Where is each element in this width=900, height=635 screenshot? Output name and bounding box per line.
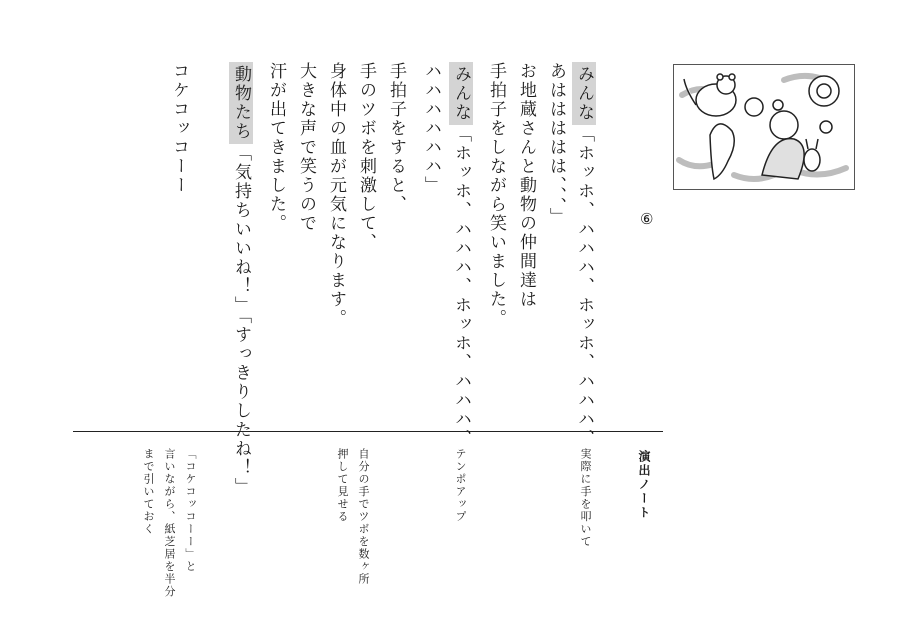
note-4-line-2: 言いながら、紙芝居を半分 <box>163 448 176 598</box>
speaker-label: みんな <box>449 62 473 125</box>
text-column-7: 手拍子をすると、 <box>386 62 406 214</box>
dialogue-text: 「ホッホ、ハハハ、ホッホ、ハハハ、 <box>451 125 471 448</box>
speaker-label: 動物たち <box>229 62 253 144</box>
page-number: ⑥ <box>640 210 654 228</box>
text-column-10: 大きな声で笑うので <box>296 62 316 233</box>
note-3-line-1: 自分の手でツボを数ヶ所 <box>357 448 370 586</box>
text-column-3: お地蔵さんと動物の仲間達は <box>516 62 536 309</box>
note-1: 実際に手を叩いて <box>579 448 592 548</box>
text-column-2: あははははは、、、」 <box>546 62 566 227</box>
dialogue-text: 「ホッホ、ハハハ、ホッホ、ハハハ、 <box>574 125 594 448</box>
text-column-8: 手のツボを刺激して、 <box>356 62 376 252</box>
note-4-line-3: まで引いておく <box>142 448 155 536</box>
note-4-line-1: 「コケコッコーー」と <box>184 448 197 573</box>
speaker-label: みんな <box>572 62 596 125</box>
text-column-9: 身体中の血が元気になります。 <box>326 62 346 328</box>
text-column-1 <box>575 62 592 448</box>
text-column-13: コケコッコーー <box>169 62 189 195</box>
text-column-11: 汗が出てきました。 <box>266 62 286 233</box>
text-column-5 <box>452 62 469 448</box>
section-divider <box>73 431 663 432</box>
picture-illustration-icon <box>674 65 854 189</box>
note-2: テンポアップ <box>454 448 467 523</box>
note-3-line-2: 押して見せる <box>336 448 349 523</box>
dialogue-text: 「気持ちいいね！」「すっきりしたね！」 <box>231 144 251 497</box>
text-column-4: 手拍子をしながら笑いました。 <box>486 62 506 328</box>
illustration-frame <box>673 64 855 190</box>
text-column-6: ハハハハハハ」 <box>421 62 441 195</box>
notes-title: 演出ノート <box>637 450 651 520</box>
